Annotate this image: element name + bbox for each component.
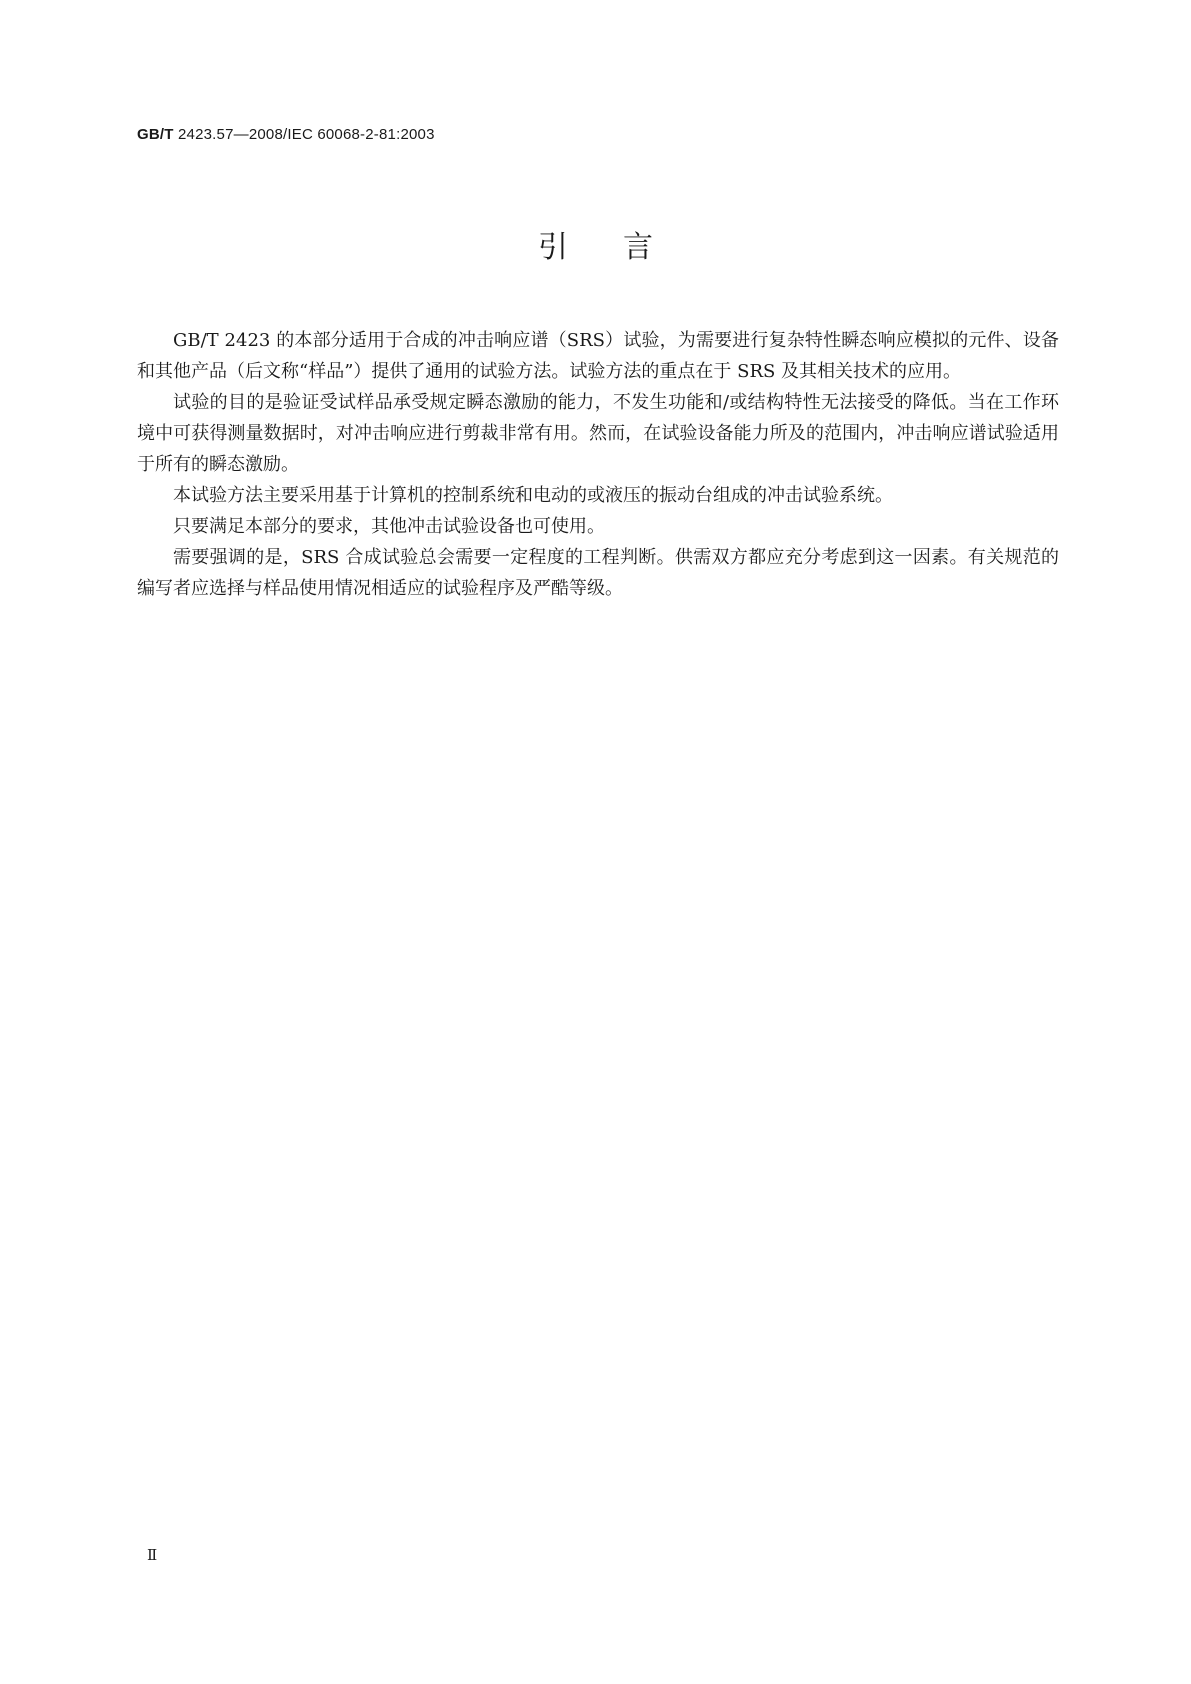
standard-number: 2423.57—2008/IEC 60068-2-81:2003	[178, 126, 435, 143]
page-header	[137, 126, 435, 143]
paragraph: GB/T 2423 的本部分适用于合成的冲击响应谱（SRS）试验，为需要进行复杂特性瞬态响应模拟的元件、设备和其他产品（后文称“样品”）提供了通用的试验方法。试验方法的重点在于 SRS 及其相关技术的应用。	[137, 330, 1059, 382]
standard-code: GB/T	[137, 126, 174, 143]
foreword-body	[137, 325, 1059, 604]
paragraph: 试验的目的是验证受试样品承受规定瞬态激励的能力，不发生功能和/或结构特性无法接受的降低。当在工作环境中可获得测量数据时，对冲击响应进行剪裁非常有用。然而，在试验设备能力所及的范围内，冲击响应谱试验适用于所有的瞬态激励。	[137, 392, 1059, 475]
page-title: 引言	[538, 230, 708, 265]
paragraph: 本试验方法主要采用基于计算机的控制系统和电动的或液压的振动台组成的冲击试验系统。	[173, 485, 893, 506]
page-number: Ⅱ	[147, 1548, 158, 1564]
paragraph: 需要强调的是，SRS 合成试验总会需要一定程度的工程判断。供需双方都应充分考虑到这一因素。有关规范的编写者应选择与样品使用情况相适应的试验程序及严酷等级。	[137, 547, 1059, 599]
paragraph: 只要满足本部分的要求，其他冲击试验设备也可使用。	[173, 516, 605, 537]
